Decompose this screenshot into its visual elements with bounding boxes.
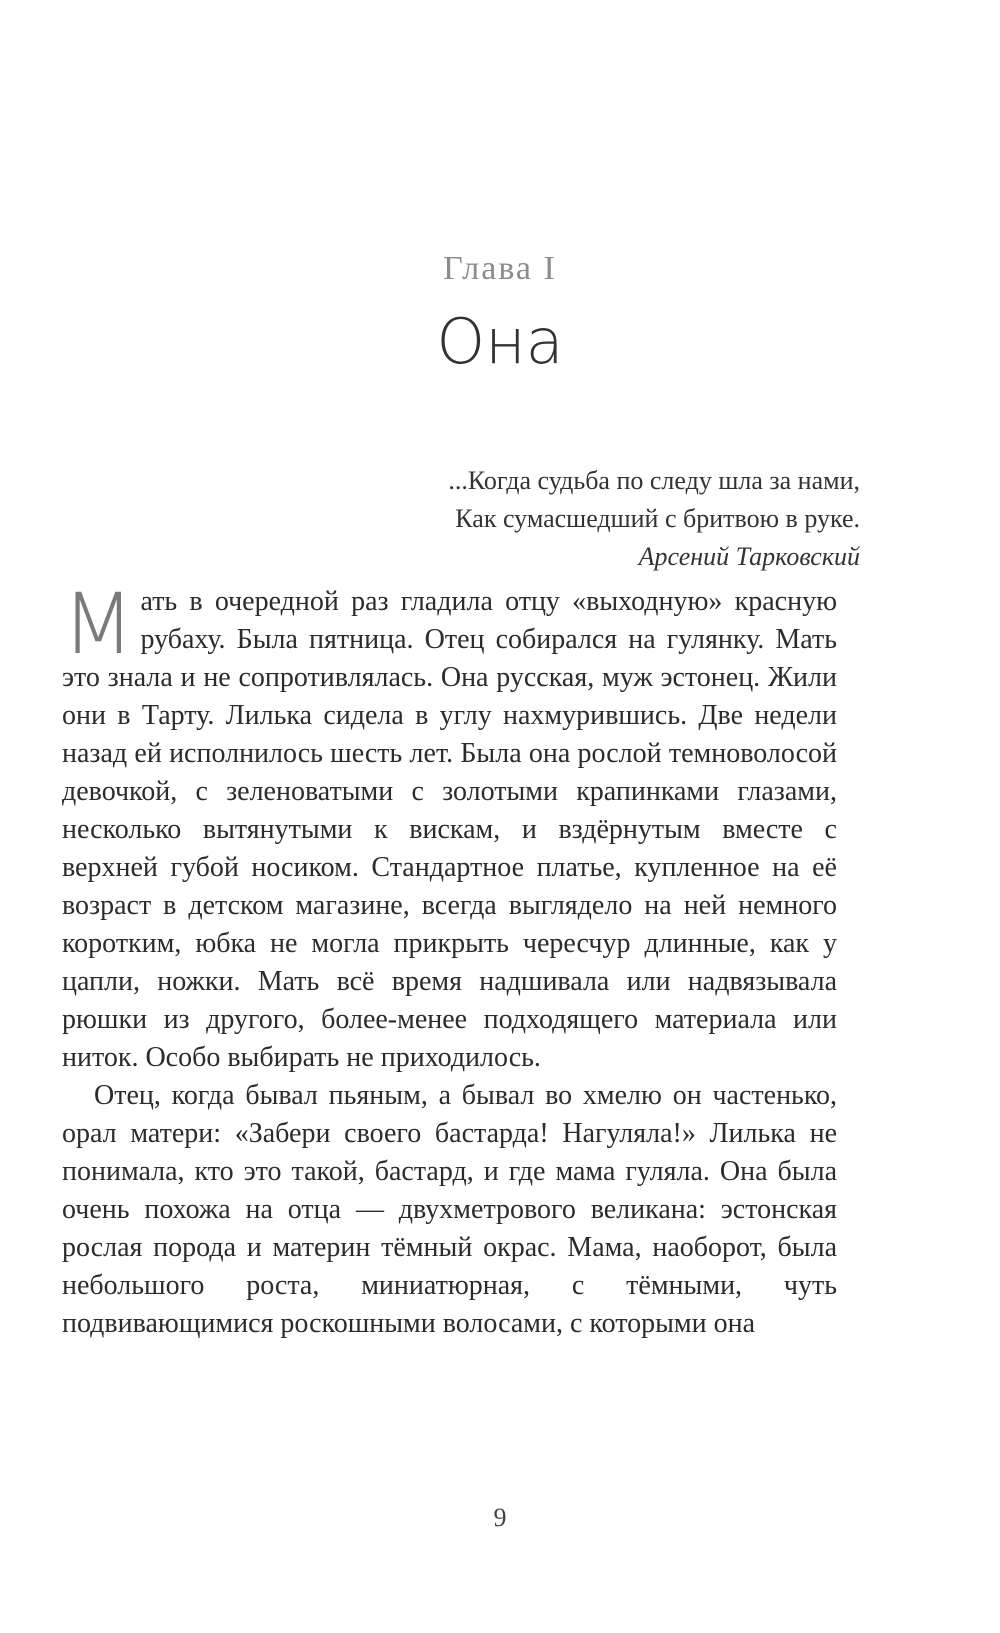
paragraph-1 xyxy=(62,575,837,1077)
epigraph-line-1: ...Когда судьба по следу шла за нами, xyxy=(448,466,860,495)
chapter-label: Глава I xyxy=(443,250,557,287)
body-text xyxy=(62,575,837,1343)
paragraph-2: Отец, когда бывал пьяным, а бывал во хмелю он частенько, орал матери: «Забери своего бастарда! Нагуляла!» Лилька не понимала, кто это такой, бастард, и где мама гуляла. Она была очень похожа на отца — двухметрового великана: эстонская рослая порода и материн тёмный окрас. Мама, наоборот, была небольшого роста, миниатюрная, с тёмными, чуть подвивающимися роскошными волосами, с которыми она xyxy=(62,1080,837,1339)
drop-cap: М xyxy=(62,575,135,673)
page-number: 9 xyxy=(493,1503,507,1532)
epigraph-author: Арсений Тарковский xyxy=(638,542,860,571)
paragraph-1-text: ать в очередной раз гладила отцу «выходную» красную рубаху. Была пятница. Отец собирался на гулянку. Мать это знала и не сопротивлялась. Она русская, муж эстонец. Жили они в Тарту. Лилька сидела в углу нахмурившись. Две недели назад ей исполнилось шесть лет. Была она рослой темноволосой девочкой, с зеленоватыми с золотыми крапинками глазами, несколько вытянутыми к вискам, и вздёрнутым вместе с верхней губой носиком. Стандартное платье, купленное на её возраст в детском магазине, всегда выглядело на ней немного коротким, юбка не могла прикрыть чересчур длинные, как у цапли, ножки. Мать всё время надшивала или надвязывала рюшки из другого, более-менее подходящего материала или ниток. Особо выбирать не приходилось. xyxy=(62,586,837,1073)
epigraph xyxy=(448,462,860,576)
epigraph-line-2: Как сумасшедший с бритвою в руке. xyxy=(455,504,860,533)
chapter-title: Она xyxy=(436,305,564,378)
